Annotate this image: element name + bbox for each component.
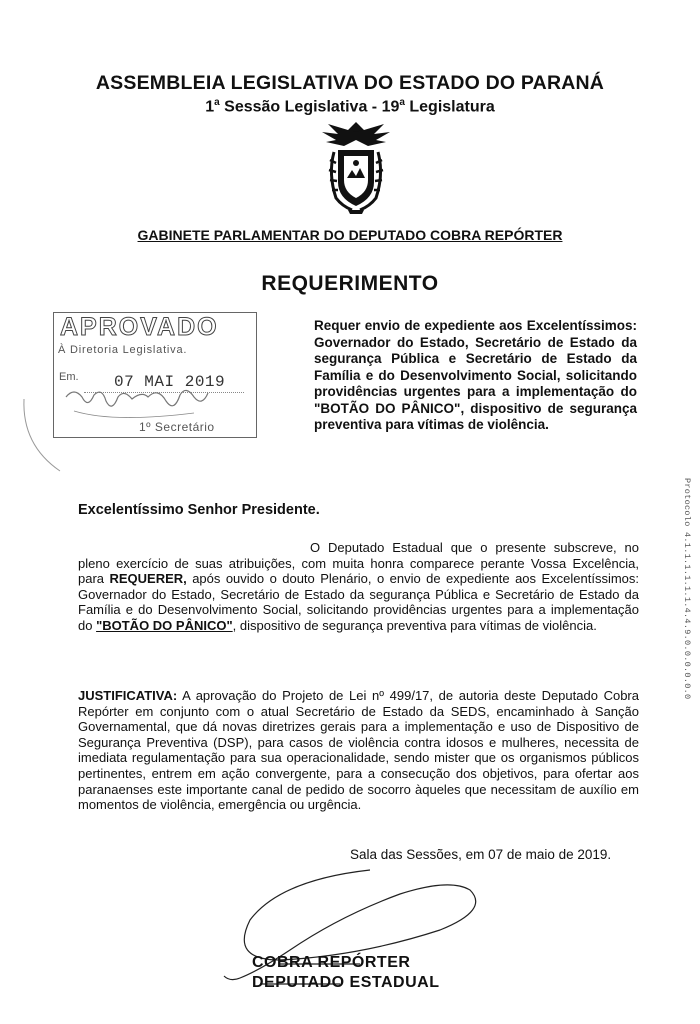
document-title: REQUERIMENTO bbox=[261, 272, 439, 295]
approval-stamp bbox=[53, 312, 257, 438]
closing-date-line: Sala das Sessões, em 07 de maio de 2019. bbox=[350, 847, 612, 862]
stamp-em-label: Em. bbox=[59, 371, 79, 383]
parana-coat-of-arms-icon bbox=[318, 118, 394, 216]
stamp-direction: À Diretoria Legislativa. bbox=[58, 344, 188, 356]
request-body: O Deputado Estadual que o presente subscreve, no pleno exercício de suas atribuições, com muita honra comparece perante Vossa Excelência, para REQUERER, após ouvido o douto Plenário, o envio de expediente aos Excelentíssimos: Governador do Estado, Secretário de Estado da segurança Pública e Secretário de Estado da Família e do Desenvolvimento Social, solicitando providências urgentes para a implementação do "BOTÃO DO PÂNICO", dispositivo de segurança preventiva para vítimas de violência. bbox=[78, 540, 639, 633]
botao-panico-highlight: "BOTÃO DO PÂNICO" bbox=[96, 617, 233, 633]
justificativa-paragraph: JUSTIFICATIVA: A aprovação do Projeto de Lei nº 499/17, de autoria deste Deputado Cobra Repórter em conjunto com o atual Secretário de Estado da SEDS, encaminhado à Sanção Governamental, que dá novas diretrizes gerais para a implementação e uso de Dispositivo de Segurança Preventiva (DSP), para casos de violência contra idosos e mulheres, necessita de imediata regulamentação para sua operacionalidade, sendo mister que os organismos públicos pertinentes, entrem em ação convergente, para a consecução dos objetivos, para ofertar aos paranaenses este importante canal de pedido de socorro àqueles que necessitam de auxílio em momentos de violência, emergência ou urgência. bbox=[78, 688, 639, 813]
signatory-name: COBRA REPÓRTER bbox=[252, 954, 411, 971]
justificativa-label: JUSTIFICATIVA: bbox=[78, 688, 178, 703]
stamp-secretary: 1º Secretário bbox=[139, 420, 215, 434]
stamp-title: APROVADO bbox=[60, 313, 219, 341]
stamp-trail-mark bbox=[20, 395, 80, 475]
stamp-date: 07 MAI 2019 bbox=[114, 373, 226, 391]
protocol-stamp-vertical: Protocolo 4.1.1.1.1.1.1.4.4.9.0.0.0.0.0.0 bbox=[682, 478, 692, 700]
salutation: Excelentíssimo Senhor Presidente. bbox=[78, 502, 320, 518]
assembly-title: ASSEMBLEIA LEGISLATIVA DO ESTADO DO PARANÁ bbox=[95, 72, 605, 94]
signatory-role: DEPUTADO ESTADUAL bbox=[252, 974, 440, 991]
gabinete-heading: GABINETE PARLAMENTAR DO DEPUTADO COBRA REPÓRTER bbox=[137, 227, 563, 243]
ementa-text: Requer envio de expediente aos Excelentíssimos: Governador do Estado, Secretário de Estado da segurança Pública e Secretário de Estado da Família e do Desenvolvimento Social, solicitando providências urgentes para a implementação do "BOTÃO DO PÂNICO", dispositivo de segurança preventiva para vítimas de violência. bbox=[314, 318, 637, 432]
session-subtitle: 1$^a$ Sessão Legislativa - 19$^a$ Legislatura bbox=[205, 97, 495, 116]
